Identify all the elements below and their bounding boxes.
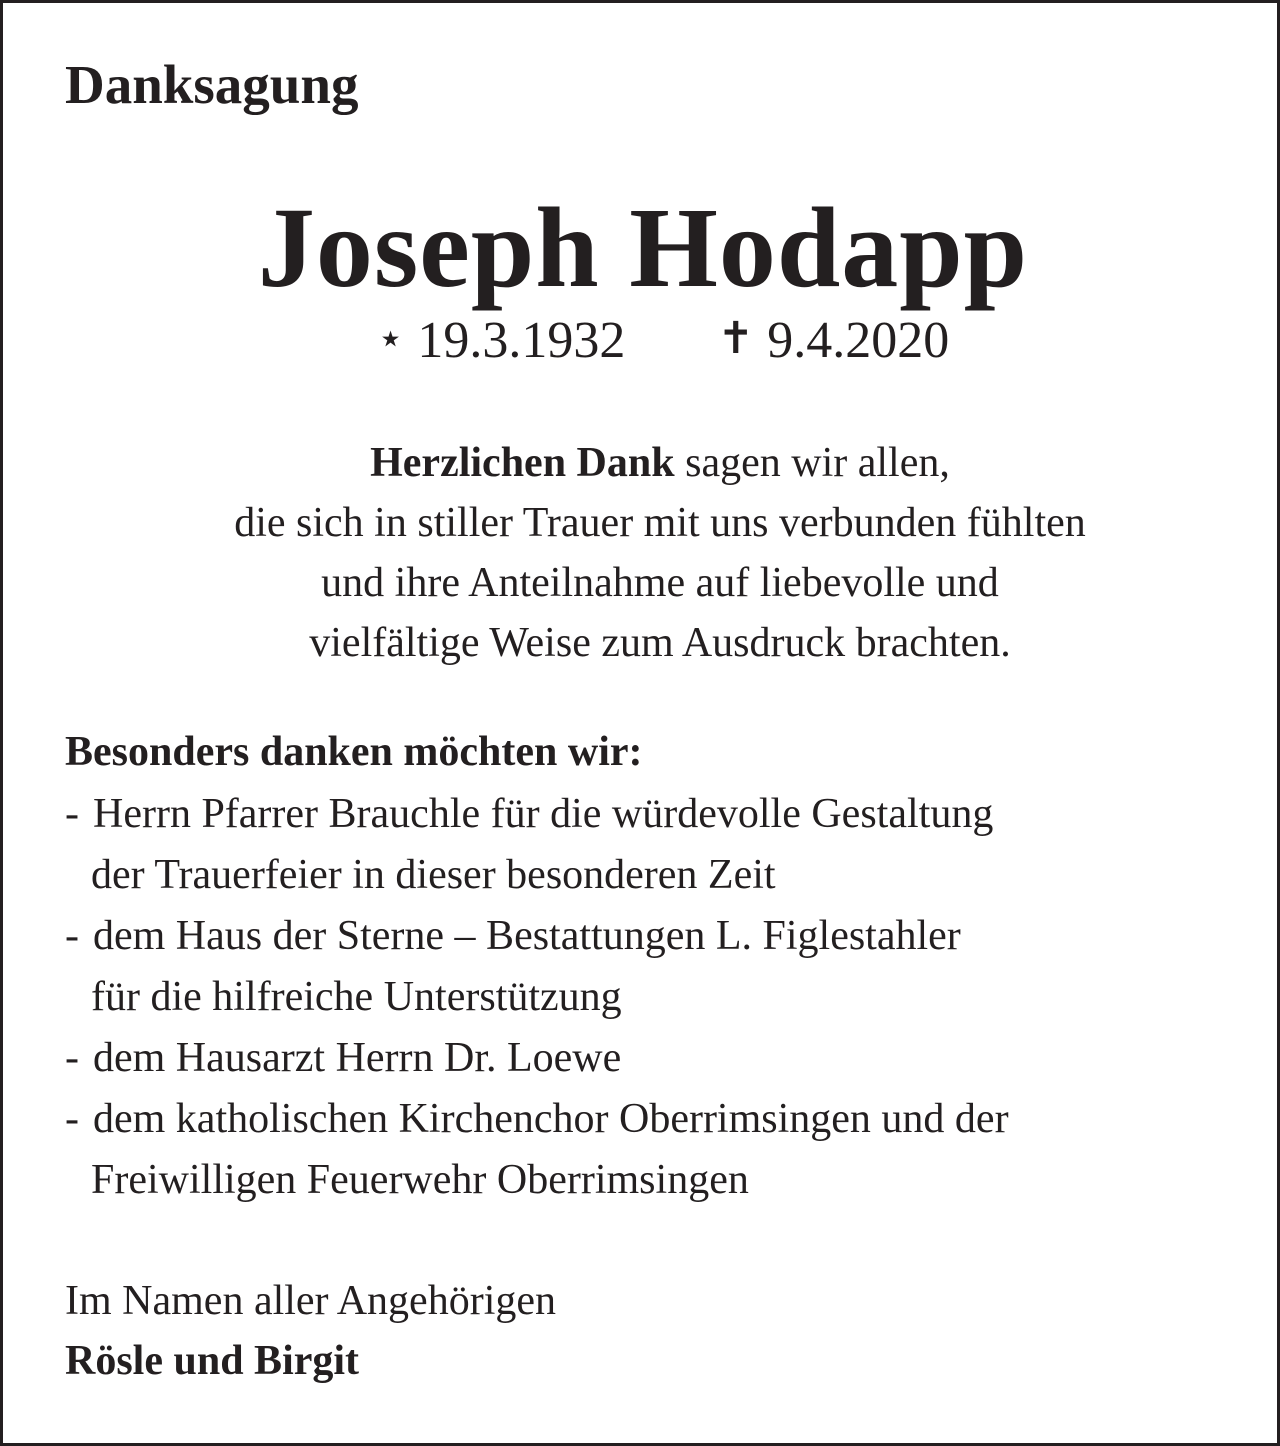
list-item	[65, 1089, 1009, 1150]
list-item-text: dem katholischen Kirchenchor Oberrimsingen und der	[93, 1096, 1009, 1142]
notice-heading: Danksagung	[65, 54, 359, 115]
list-item-text: dem Hausarzt Herrn Dr. Loewe	[93, 1035, 622, 1081]
list-item-text: Herrn Pfarrer Brauchle für die würdevolle Gestaltung	[93, 791, 994, 837]
deceased-name: Joseph Hodapp	[257, 184, 1029, 311]
special-thanks-title: Besonders danken möchten wir:	[65, 729, 643, 775]
death-cross-icon: ✝	[717, 313, 755, 364]
thanks-line-2: die sich in stiller Trauer mit uns verbunden fühlten	[234, 500, 1086, 546]
signature: Rösle und Birgit	[65, 1338, 360, 1384]
thanks-paragraph	[3, 433, 1280, 673]
list-item-continuation: für die hilfreiche Unterstützung	[91, 974, 622, 1020]
list-item-continuation: Freiwilligen Feuerwehr Oberrimsingen	[91, 1157, 749, 1203]
birth-date: 19.3.1932	[417, 312, 626, 369]
thanks-line-4: vielfältige Weise zum Ausdruck brachten.	[309, 620, 1011, 666]
thanks-line-1-rest: sagen wir allen,	[674, 440, 950, 486]
birth-star-icon: ⋆	[376, 313, 405, 364]
thanks-line-1	[3, 433, 1280, 493]
death-date: 9.4.2020	[767, 312, 950, 369]
list-item-continuation: der Trauerfeier in dieser besonderen Zeit	[91, 852, 776, 898]
list-bullet: -	[65, 913, 79, 959]
list-bullet: -	[65, 1035, 79, 1081]
list-bullet: -	[65, 1096, 79, 1142]
thanks-bold-intro: Herzlichen Dank	[370, 440, 675, 486]
list-item	[65, 784, 1009, 845]
list-bullet: -	[65, 791, 79, 837]
list-item-text: dem Haus der Sterne – Bestattungen L. Figlestahler	[93, 913, 961, 959]
special-thanks-list	[65, 784, 1009, 1211]
list-item	[65, 1028, 1009, 1089]
thanks-line-3: und ihre Anteilnahme auf liebevolle und	[321, 560, 999, 606]
closing-line: Im Namen aller Angehörigen	[65, 1278, 556, 1324]
list-item	[65, 906, 1009, 967]
life-dates	[3, 312, 1280, 369]
closing-block	[65, 1271, 556, 1391]
